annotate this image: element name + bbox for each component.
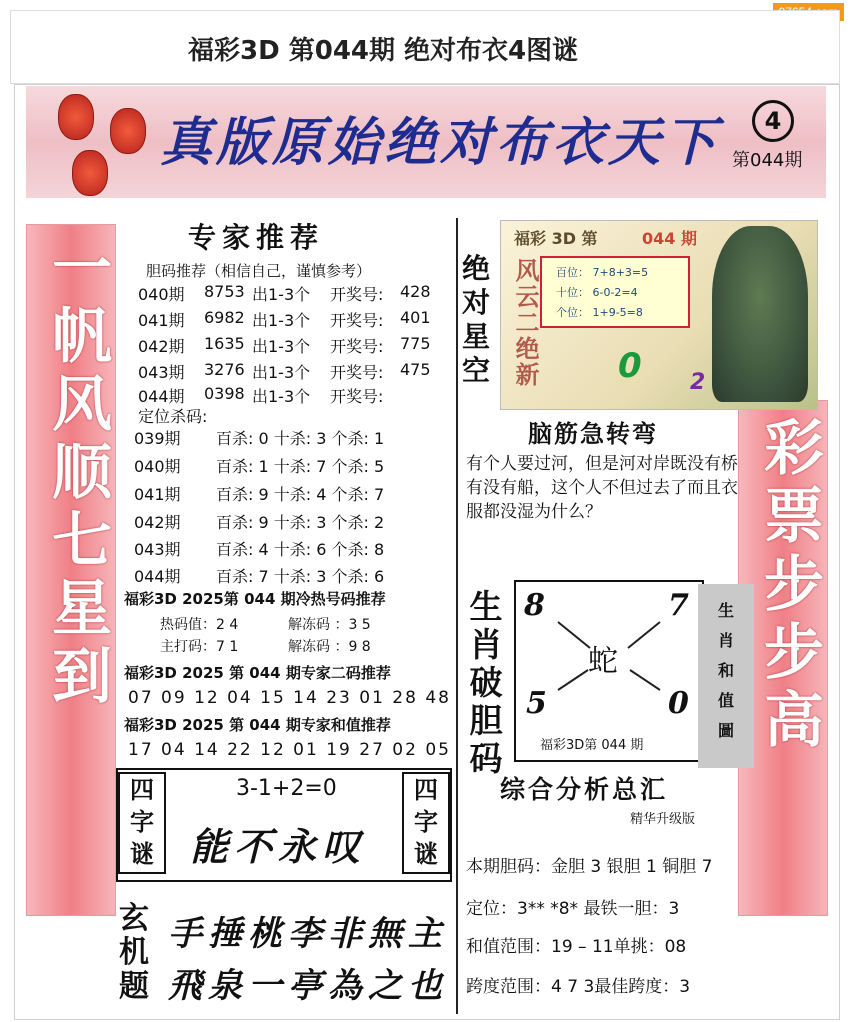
hot-code: 热码值：2 4 <box>160 617 239 633</box>
note: 出1-3个 <box>252 363 311 382</box>
result-label: 开奖号: <box>330 387 384 406</box>
warrior-figure <box>712 226 808 402</box>
kill-text: 百杀: 7 十杀: 3 个杀: 6 <box>216 567 385 586</box>
period: 044期 <box>138 387 185 406</box>
sum-numbers: 17 04 14 22 12 01 19 27 02 05 <box>128 740 451 760</box>
period: 041期 <box>138 311 185 330</box>
period: 040期 <box>138 285 185 304</box>
position-kill-label: 定位杀码: <box>138 407 208 426</box>
code: 6982 <box>204 308 245 327</box>
zodiac-side-text: 生肖和值圖 <box>717 601 734 740</box>
period: 041期 <box>134 485 181 504</box>
lantern-icon <box>110 108 146 154</box>
banner-headline: 真版原始绝对布衣天下 <box>160 112 721 173</box>
result: 428 <box>400 282 431 301</box>
summary-subtitle: 精华升级版 <box>630 812 696 827</box>
expert-subtitle: 胆码推荐（相信自己，谨慎参考） <box>146 262 372 280</box>
summary-line: 跨度范围：4 7 3最佳跨度：3 <box>466 977 691 997</box>
main-code: 主打码：7 1 <box>160 639 239 655</box>
picture-number: 2 <box>690 370 706 395</box>
result: 401 <box>400 308 431 327</box>
brain-teaser-text: 有个人要过河，但是河对岸既没有桥有没有船，这个人不但过去了而且衣服都没湿为什么？ <box>466 454 738 522</box>
note: 出1-3个 <box>252 311 311 330</box>
summary-line: 和值范围：19 – 11单挑：08 <box>466 937 687 957</box>
lantern-icon <box>72 150 108 196</box>
picture-title: 福彩 3D 第 <box>514 229 598 248</box>
result-label: 开奖号: <box>330 337 384 356</box>
right-scroll-text: 彩票步步高 <box>754 416 824 756</box>
result: 775 <box>400 334 431 353</box>
summary-line: 定位：3** *8* 最铁一胆：3 <box>466 899 680 919</box>
riddle-side-label: 四字谜 <box>118 772 166 874</box>
summary-title: 综合分析总汇 <box>500 775 669 804</box>
two-code-heading: 福彩3D 2025 第 044 期专家二码推荐 <box>124 664 391 682</box>
mystery-line: 手捶桃李非無主 <box>168 914 448 954</box>
note: 出1-3个 <box>252 285 311 304</box>
zodiac-number: 7 <box>668 588 689 623</box>
period: 042期 <box>134 513 181 532</box>
result: 475 <box>400 360 431 379</box>
note: 出1-3个 <box>252 387 311 406</box>
unlock-code: 解冻码 ：9 8 <box>288 639 371 655</box>
issue-number-badge: 4 <box>752 100 794 142</box>
sum-heading: 福彩3D 2025 第 044 期专家和值推荐 <box>124 716 391 734</box>
period: 044期 <box>134 567 181 586</box>
mystery-line: 飛泉一亭為之也 <box>168 966 448 1006</box>
code: 3276 <box>204 360 245 379</box>
zodiac-side-label <box>698 584 754 768</box>
kill-text: 百杀: 4 十杀: 6 个杀: 8 <box>216 540 385 559</box>
zodiac-number: 8 <box>524 588 545 623</box>
period: 042期 <box>138 337 185 356</box>
lantern-icon <box>58 94 94 140</box>
result-label: 开奖号: <box>330 363 384 382</box>
code: 8753 <box>204 282 245 301</box>
unlock-code: 解冻码 ：3 5 <box>288 617 371 633</box>
brain-teaser-title: 脑筋急转弯 <box>528 420 658 448</box>
kill-text: 百杀: 0 十杀: 3 个杀: 1 <box>216 429 385 448</box>
mystery-label: 玄机题 <box>119 901 149 1004</box>
star-label: 绝对星空 <box>462 252 491 387</box>
banner-issue: 第044期 <box>732 150 803 171</box>
period: 043期 <box>134 540 181 559</box>
result-label: 开奖号: <box>330 285 384 304</box>
code: 1635 <box>204 334 245 353</box>
kill-text: 百杀: 9 十杀: 3 个杀: 2 <box>216 513 385 532</box>
period: 043期 <box>138 363 185 382</box>
two-code-numbers: 07 09 12 04 15 14 23 01 28 48 <box>128 688 451 708</box>
column-divider <box>456 218 458 1014</box>
note: 出1-3个 <box>252 337 311 356</box>
zodiac-label: 生肖破胆码 <box>469 587 503 778</box>
picture-issue: 044 期 <box>642 229 697 248</box>
picture-number: 0 <box>618 346 642 386</box>
zodiac-number: 5 <box>526 686 547 721</box>
formula-line: 百位： 7+8+3=5 <box>556 266 649 279</box>
period: 040期 <box>134 457 181 476</box>
riddle-words: 能不永叹 <box>190 824 367 869</box>
summary-line: 本期胆码：金胆 3 银胆 1 铜胆 7 <box>466 857 713 877</box>
result-label: 开奖号: <box>330 311 384 330</box>
code: 0398 <box>204 384 245 403</box>
zodiac-number: 0 <box>668 686 689 721</box>
zodiac-animal: 蛇 <box>588 644 618 679</box>
formula-line: 十位： 6-0-2=4 <box>556 286 638 299</box>
zodiac-footer: 福彩3D第 044 期 <box>540 738 644 753</box>
formula-line: 个位： 1+9-5=8 <box>556 306 643 319</box>
kill-text: 百杀: 9 十杀: 4 个杀: 7 <box>216 485 385 504</box>
picture-vertical-text: 风云二绝新 <box>511 258 539 388</box>
kill-text: 百杀: 1 十杀: 7 个杀: 5 <box>216 457 385 476</box>
hotcold-heading: 福彩3D 2025第 044 期冷热号码推荐 <box>124 590 386 608</box>
expert-title: 专家推荐 <box>188 221 325 254</box>
page-title: 福彩3D 第044期 绝对布衣4图谜 <box>188 36 579 66</box>
period: 039期 <box>134 429 181 448</box>
riddle-side-label: 四字谜 <box>402 772 450 874</box>
left-scroll-text: 一帆风顺七星到 <box>42 236 112 712</box>
riddle-equation: 3-1+2=0 <box>236 776 337 801</box>
